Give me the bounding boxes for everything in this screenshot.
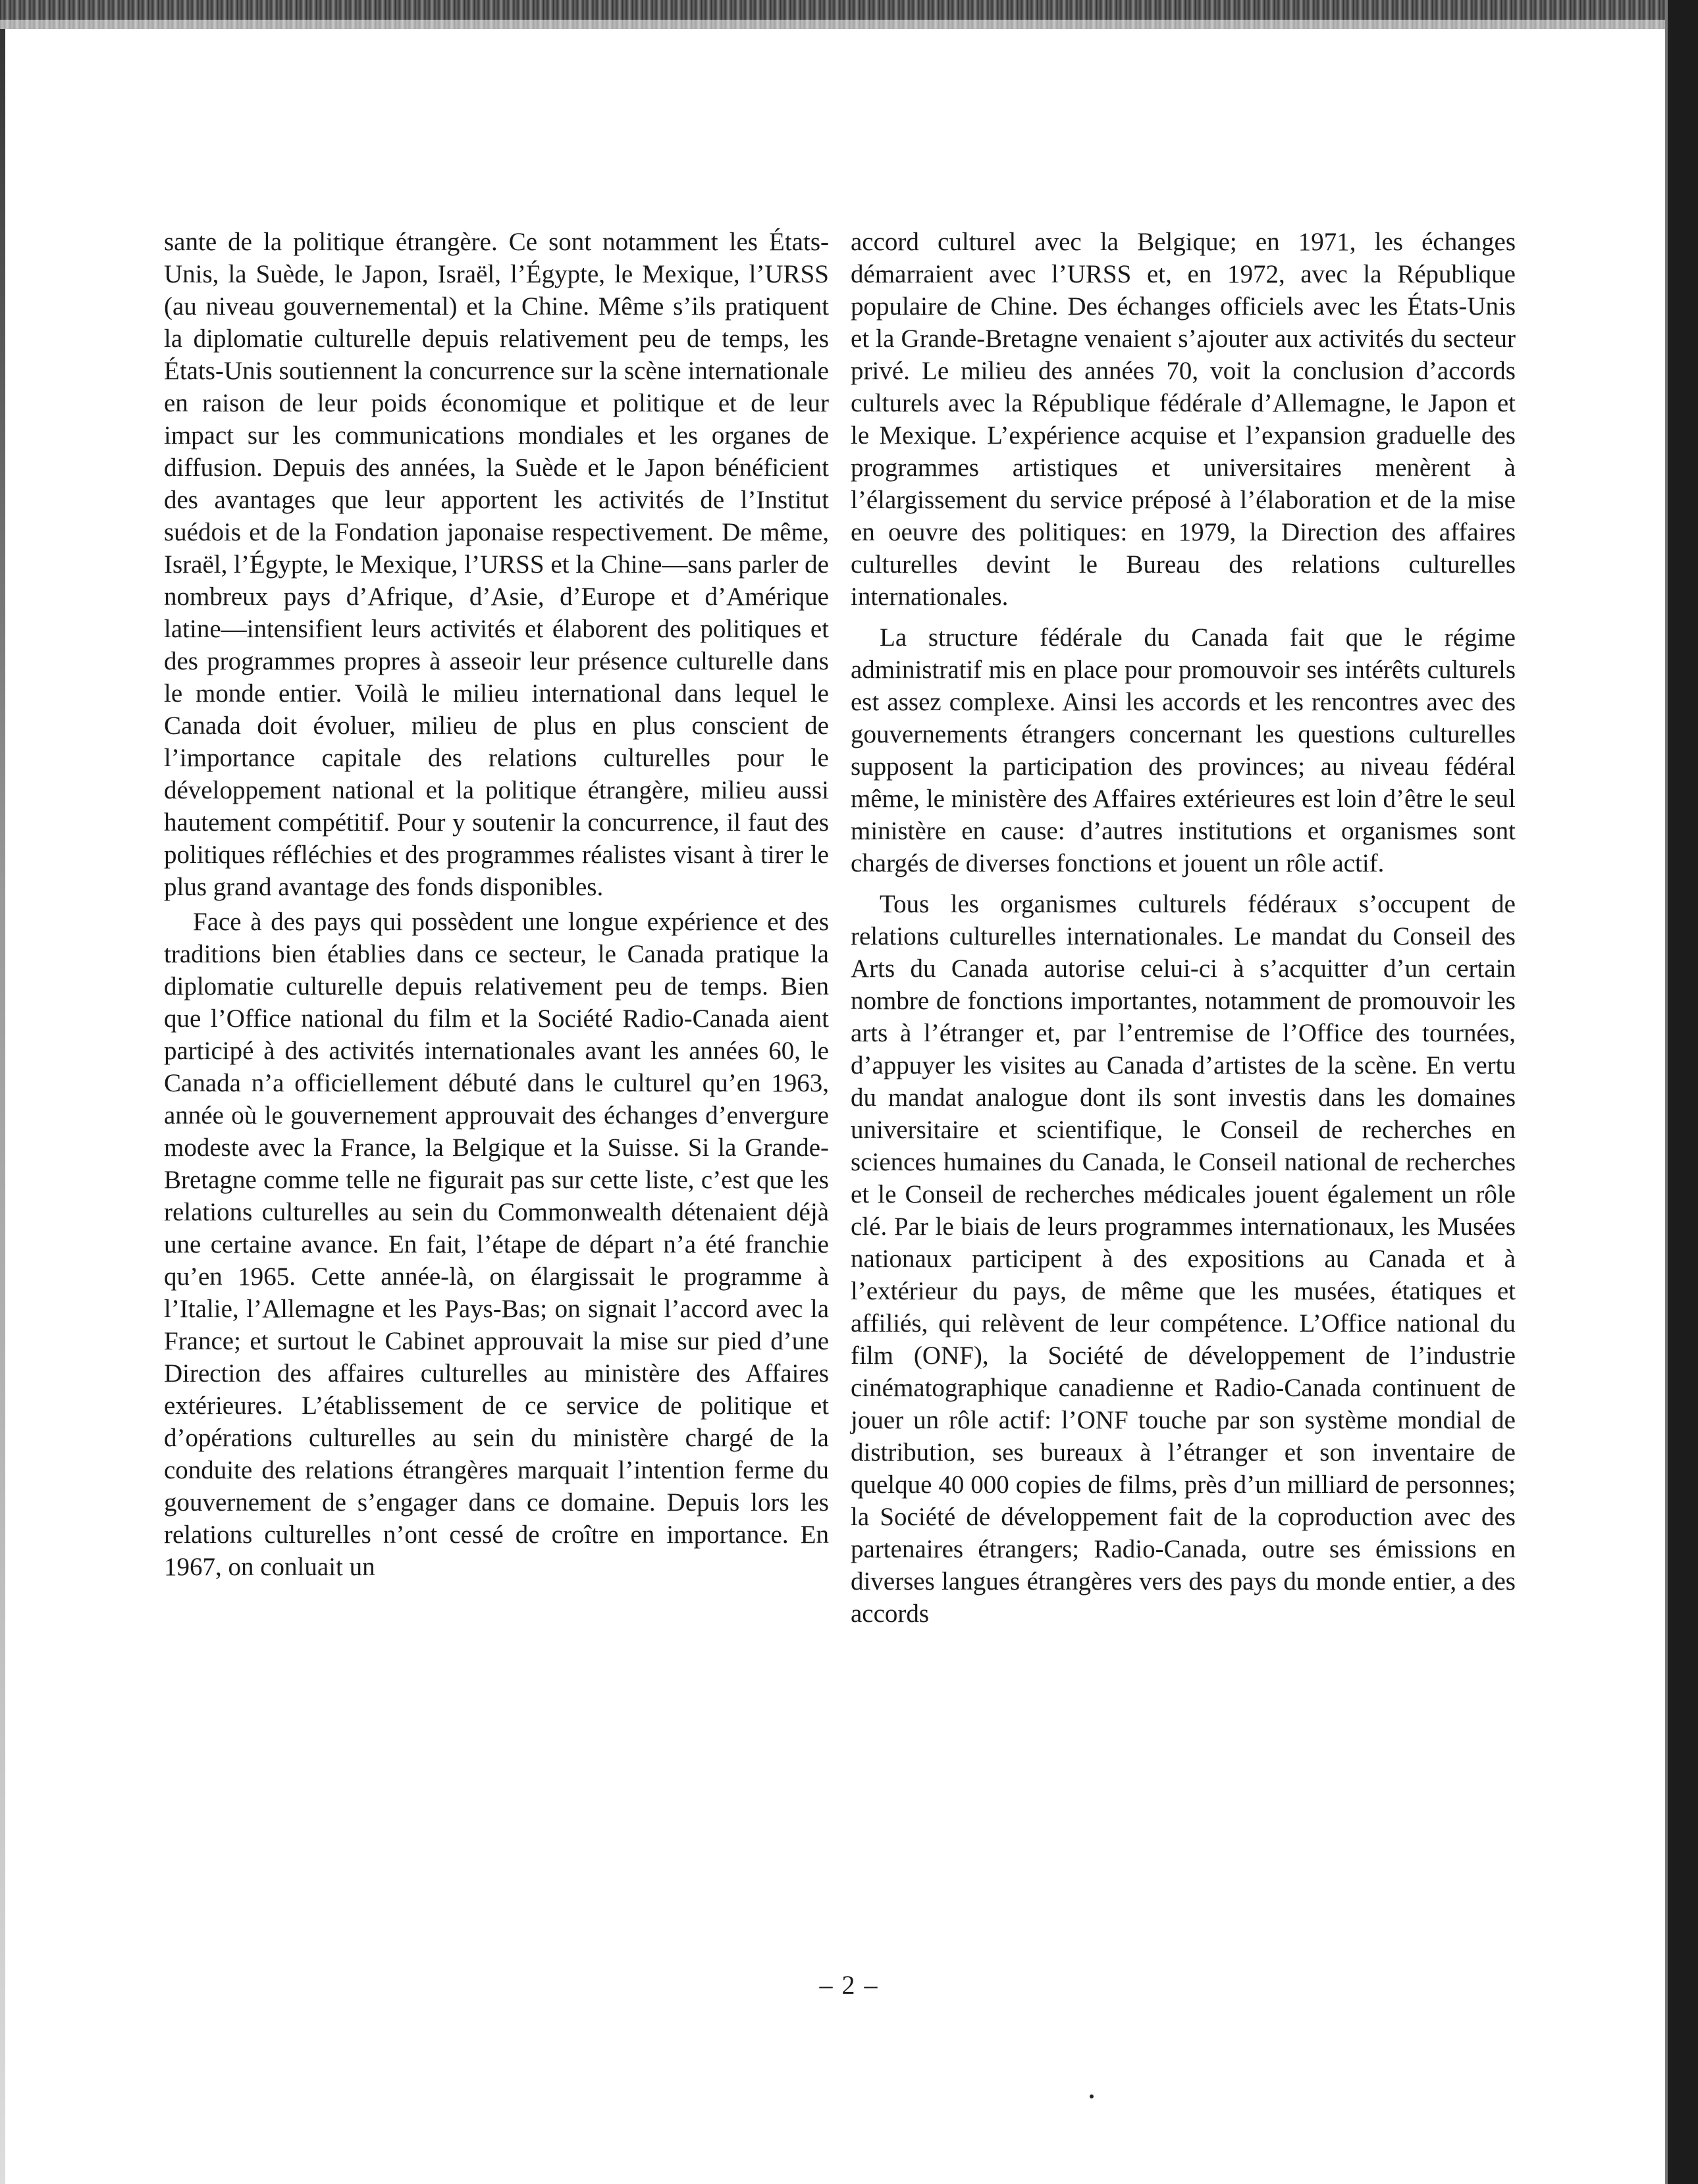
paragraph: La structure fédérale du Canada fait que le régime administratif mis en place pour promouvoir ses intérêts culturels est assez complexe. Ainsi les accords et les rencontres avec des gouvernements étrangers concernant les questions culturelles supposent la participation des provinces; au niveau fédéral même, le ministère des Affaires extérieures est loin d’être le seul ministère en cause: d’autres institutions et organismes sont chargés de diverses fonctions et jouent un rôle actif.: [851, 623, 1516, 877]
right-column: [851, 226, 1516, 1630]
page-number: – 2 –: [819, 1970, 879, 2000]
scan-speck: [1090, 2094, 1094, 2098]
scan-border-top: [0, 0, 1698, 29]
paragraph: Face à des pays qui possèdent une longue expérience et des traditions bien établies dans ce secteur, le Canada pratique la diplomatie culturelle depuis relativement peu de temps. Bien que l’Office national du film et la Société Radio-Canada aient participé à des activités internationales avant les années 60, le Canada n’a officiellement débuté dans le culturel qu’en 1963, année où le gouvernement approuvait des échanges d’envergure modeste avec la France, la Belgique et la Suisse. Si la Grande-Bretagne comme telle ne figurait pas sur cette liste, c’est que les relations culturelles au sein du Commonwealth détenaient déjà une certaine avance. En fait, l’étape de départ n’a été franchie qu’en 1965. Cette année-là, on élargissait le programme à l’Italie, l’Allemagne et les Pays-Bas; on signait l’accord avec la France; et surtout le Cabinet approuvait la mise sur pied d’une Direction des affaires culturelles au ministère des Affaires extérieures. L’établissement de ce service de politique et d’opérations culturelles au sein du ministère chargé de la conduite des relations étrangères marquait l’intention ferme du gouvernement de s’engager dans ce domaine. Depuis lors les relations culturelles n’ont cessé de croître en importance. En 1967, on conluait un: [164, 908, 829, 1581]
scan-border-right: [1668, 0, 1698, 2184]
left-column: [164, 226, 829, 1583]
paragraph: Tous les organismes culturels fédéraux s’occupent de relations culturelles internationales. Le mandat du Conseil des Arts du Canada autorise celui-ci à s’acquitter d’un certain nombre de fonctions importantes, notamment de promouvoir les arts à l’étranger et, par l’entremise de l’Office des tournées, d’appuyer les visites au Canada d’artistes de la scène. En vertu du mandat analogue dont ils sont investis dans les domaines universitaire et scientifique, le Conseil de recherches en sciences humaines du Canada, le Conseil national de recherches et le Conseil de recherches médicales jouent également un rôle clé. Par le biais de leurs programmes internationaux, les Musées nationaux participent à des expositions au Canada et à l’extérieur du pays, de même que les musées, étatiques et affiliés, qui relèvent de leur compétence. L’Office national du film (ONF), la Société de développement de l’industrie cinématographique canadienne et Radio-Canada continuent de jouer un rôle actif: l’ONF touche par son système mondial de distribution, ses bureaux à l’étranger et son inventaire de quelque 40 000 copies de films, près d’un milliard de personnes; la Société de développement fait de la coproduction avec des partenaires étrangers; Radio-Canada, outre ses émissions en diverses langues étrangères vers des pays du monde entier, a des accords: [851, 890, 1516, 1628]
scan-border-left: [0, 29, 5, 2184]
paragraph: sante de la politique étrangère. Ce sont notamment les États-Unis, la Suède, le Japon, Israël, l’Égypte, le Mexique, l’URSS (au niveau gouvernemental) et la Chine. Même s’ils pratiquent la diplomatie culturelle depuis relativement peu de temps, les États-Unis soutiennent la concurrence sur la scène internationale en raison de leur poids économique et politique et de leur impact sur les communications mondiales et les organes de diffusion. Depuis des années, la Suède et le Japon bénéficient des avantages que leur apportent les activités de l’Institut suédois et de la Fondation japonaise respectivement. De même, Israël, l’Égypte, le Mexique, l’URSS et la Chine—sans parler de nombreux pays d’Afrique, d’Asie, d’Europe et d’Amérique latine—intensifient leurs activités et élaborent des politiques et des programmes propres à asseoir leur présence culturelle dans le monde entier. Voilà le milieu international dans lequel le Canada doit évoluer, milieu de plus en plus conscient de l’importance capitale des relations culturelles pour le développement national et la politique étrangère, milieu aussi hautement compétitif. Pour y soutenir la concurrence, il faut des politiques réfléchies et des programmes réalistes visant à tirer le plus grand avantage des fonds disponibles.: [164, 228, 829, 901]
paragraph: accord culturel avec la Belgique; en 1971, les échanges démarraient avec l’URSS et, en 1972, avec la République populaire de Chine. Des échanges officiels avec les États-Unis et la Grande-Bretagne venaient s’ajouter aux activités du secteur privé. Le milieu des années 70, voit la conclusion d’accords culturels avec la République fédérale d’Allemagne, le Japon et le Mexique. L’expérience acquise et l’expansion graduelle des programmes artistiques et universitaires menèrent à l’élargissement du service préposé à l’élaboration et de la mise en oeuvre des politiques: en 1979, la Direction des affaires culturelles devint le Bureau des relations culturelles internationales.: [851, 228, 1516, 611]
